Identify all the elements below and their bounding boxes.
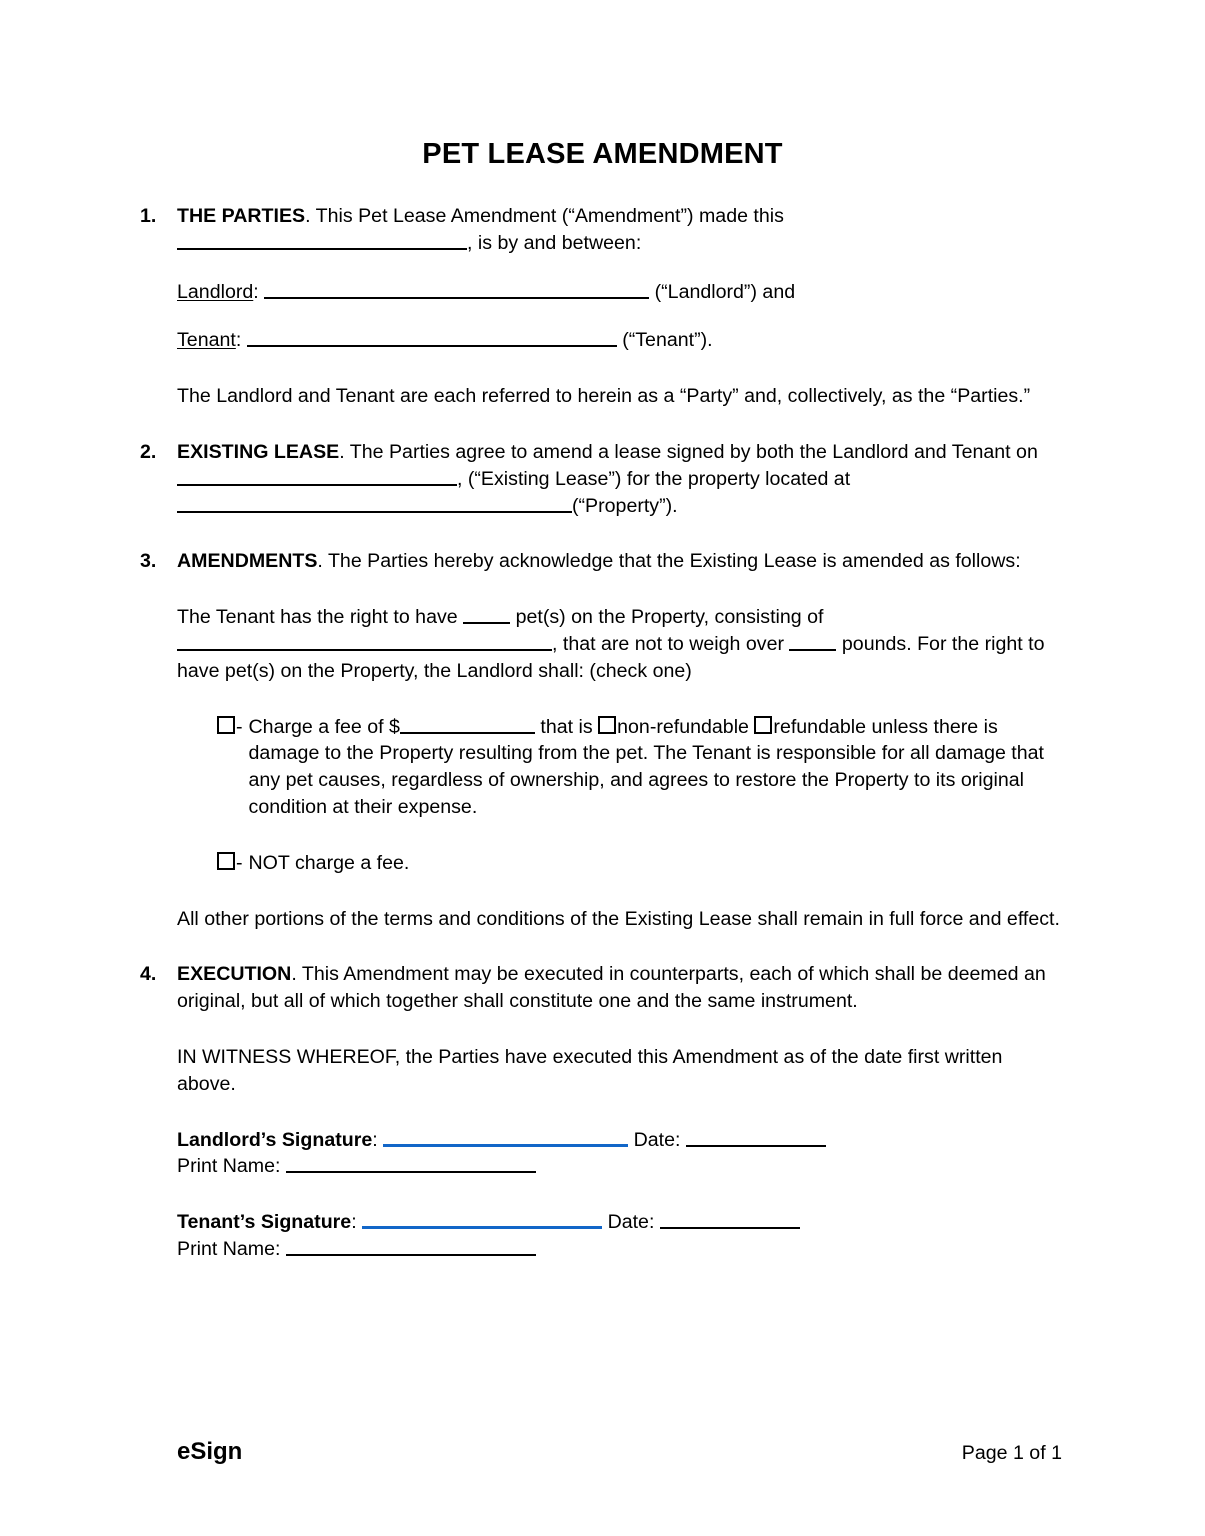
landlord-print-name-field[interactable]	[286, 1154, 536, 1173]
pets-text-d: pounds. For the right to have pet(s) on the Property, the Landlord shall: (check one)	[177, 632, 1045, 682]
clause-number: 1.	[140, 205, 157, 227]
spacer	[140, 410, 1065, 439]
tenant-signature-field[interactable]	[362, 1209, 602, 1229]
option-dash: -	[236, 851, 243, 874]
pets-text-a: The Tenant has the right to have	[177, 606, 458, 629]
clause-intro-text: . This Pet Lease Amendment (“Amendment”) made this	[305, 205, 784, 227]
option-charge-fee-text	[249, 714, 1065, 821]
execution-text: . This Amendment may be executed in counterparts, each of which shall be deemed an original, but all of which together shall constitute one and the same instrument.	[177, 963, 1046, 1013]
spacer	[140, 1180, 1065, 1209]
clause-heading: THE PARTIES	[177, 205, 306, 227]
tenant-name-blank[interactable]	[247, 328, 617, 347]
fee-amount-blank[interactable]	[400, 715, 535, 734]
pets-text-b: pet(s) on the Property, consisting of	[515, 606, 824, 629]
landlord-print-name-row	[177, 1153, 1065, 1180]
existing-lease-text-a: . The Parties agree to amend a lease signed by both the Landlord and Tenant on	[339, 440, 1038, 463]
tenant-print-name-label: Print Name:	[177, 1237, 281, 1260]
existing-lease-date-blank[interactable]	[177, 467, 457, 486]
landlord-print-name-label: Print Name:	[177, 1155, 281, 1178]
date-blank-line[interactable]	[177, 231, 467, 250]
tenant-print-name-row	[177, 1236, 1065, 1263]
clause-amendments	[140, 548, 1065, 575]
clause-content	[177, 203, 1065, 257]
checkbox-icon-non-refundable[interactable]	[598, 716, 616, 734]
pets-paragraph	[177, 604, 1065, 684]
tenant-line	[177, 327, 1065, 354]
document-body	[140, 203, 1065, 1263]
parties-paragraph: The Landlord and Tenant are each referred to herein as a “Party” and, collectively, as the “Parties.”	[177, 385, 1031, 408]
charge-fee-text-b: that is	[540, 715, 593, 738]
spacer	[140, 575, 1065, 604]
checkbox-icon-refundable[interactable]	[754, 716, 772, 734]
pet-type-blank[interactable]	[177, 632, 552, 651]
pet-count-blank[interactable]	[463, 605, 510, 624]
clause-heading: EXISTING LEASE	[177, 440, 340, 463]
landlord-signature-field[interactable]	[383, 1127, 628, 1147]
tenant-date-field[interactable]	[660, 1210, 800, 1229]
clause-number: 4.	[140, 963, 157, 986]
spacer	[140, 1098, 1065, 1127]
checkbox-cell[interactable]	[217, 714, 249, 741]
tenant-signature-row	[177, 1209, 1065, 1236]
pet-weight-blank[interactable]	[789, 632, 836, 651]
option-dash: -	[236, 715, 243, 738]
spacer	[140, 305, 1065, 327]
landlord-name-blank[interactable]	[264, 280, 649, 299]
clause-content	[177, 961, 1065, 1015]
landlord-colon: :	[253, 280, 259, 303]
charge-fee-text-a: Charge a fee of $	[248, 715, 400, 738]
checkbox-icon[interactable]	[217, 716, 235, 734]
clause-intro-text-cont: , is by and between:	[467, 231, 642, 254]
clause-execution	[140, 961, 1065, 1015]
tenant-signature-label: Tenant’s Signature	[177, 1211, 352, 1234]
tenant-colon: :	[235, 329, 242, 352]
non-refundable-label: non-refundable	[617, 715, 749, 738]
clause-heading: EXECUTION	[177, 963, 292, 986]
spacer	[140, 257, 1065, 279]
amendments-closing-paragraph: All other portions of the terms and conditions of the Existing Lease shall remain in full force and effect.	[177, 907, 1060, 930]
clause-heading: AMENDMENTS	[177, 550, 318, 573]
landlord-suffix: (“Landlord”) and	[654, 280, 796, 303]
amendments-text: . The Parties hereby acknowledge that the Existing Lease is amended as follows:	[317, 550, 1021, 573]
landlord-signature-row	[177, 1127, 1065, 1154]
option-charge-fee[interactable]	[217, 714, 1065, 821]
option-not-charge-fee-text: NOT charge a fee.	[248, 851, 410, 874]
refundable-label: refundable unless there is damage to the Property resulting from the pet. The Tenant is responsible for all damage that any pet causes, regardless of ownership, and agrees to restore the Property to its original condition at their expense.	[248, 715, 1044, 818]
spacer	[140, 685, 1065, 714]
landlord-label: Landlord	[177, 280, 254, 303]
checkbox-icon[interactable]	[217, 852, 235, 870]
esign-brand-logo: eSign	[177, 1438, 243, 1465]
page-footer	[177, 1438, 1062, 1466]
clause-content	[177, 439, 1065, 519]
existing-lease-text-c: (“Property”).	[572, 494, 678, 517]
checkbox-cell[interactable]	[217, 850, 249, 877]
landlord-signature-block	[177, 1127, 1065, 1181]
option-not-charge-fee[interactable]	[217, 850, 1065, 877]
existing-lease-text-b: , (“Existing Lease”) for the property located at	[457, 467, 851, 490]
tenant-signature-block	[177, 1209, 1065, 1263]
page-title: PET LEASE AMENDMENT	[422, 138, 783, 170]
landlord-date-label: Date:	[633, 1128, 681, 1151]
tenant-signature-colon: :	[351, 1211, 357, 1234]
property-address-blank[interactable]	[177, 494, 572, 513]
spacer	[140, 877, 1065, 906]
landlord-line	[177, 279, 1065, 306]
spacer	[140, 821, 1065, 850]
spacer	[140, 932, 1065, 961]
spacer	[140, 1015, 1065, 1044]
tenant-date-label: Date:	[607, 1211, 655, 1234]
tenant-label: Tenant	[177, 329, 236, 352]
landlord-date-field[interactable]	[686, 1128, 826, 1147]
spacer	[140, 519, 1065, 548]
witness-paragraph: IN WITNESS WHEREOF, the Parties have executed this Amendment as of the date first written above.	[177, 1045, 1003, 1095]
clause-number: 3.	[140, 550, 157, 573]
tenant-print-name-field[interactable]	[286, 1237, 536, 1256]
page-indicator: Page 1 of 1	[961, 1442, 1062, 1464]
clause-existing-lease	[140, 439, 1065, 519]
clause-the-parties	[140, 203, 1065, 257]
clause-number: 2.	[140, 440, 157, 463]
pets-text-c: , that are not to weigh over	[552, 632, 784, 655]
spacer	[140, 354, 1065, 383]
tenant-suffix: (“Tenant”).	[622, 329, 713, 352]
clause-content	[177, 548, 1065, 575]
landlord-signature-label: Landlord’s Signature	[177, 1128, 373, 1151]
landlord-signature-colon: :	[372, 1128, 378, 1151]
